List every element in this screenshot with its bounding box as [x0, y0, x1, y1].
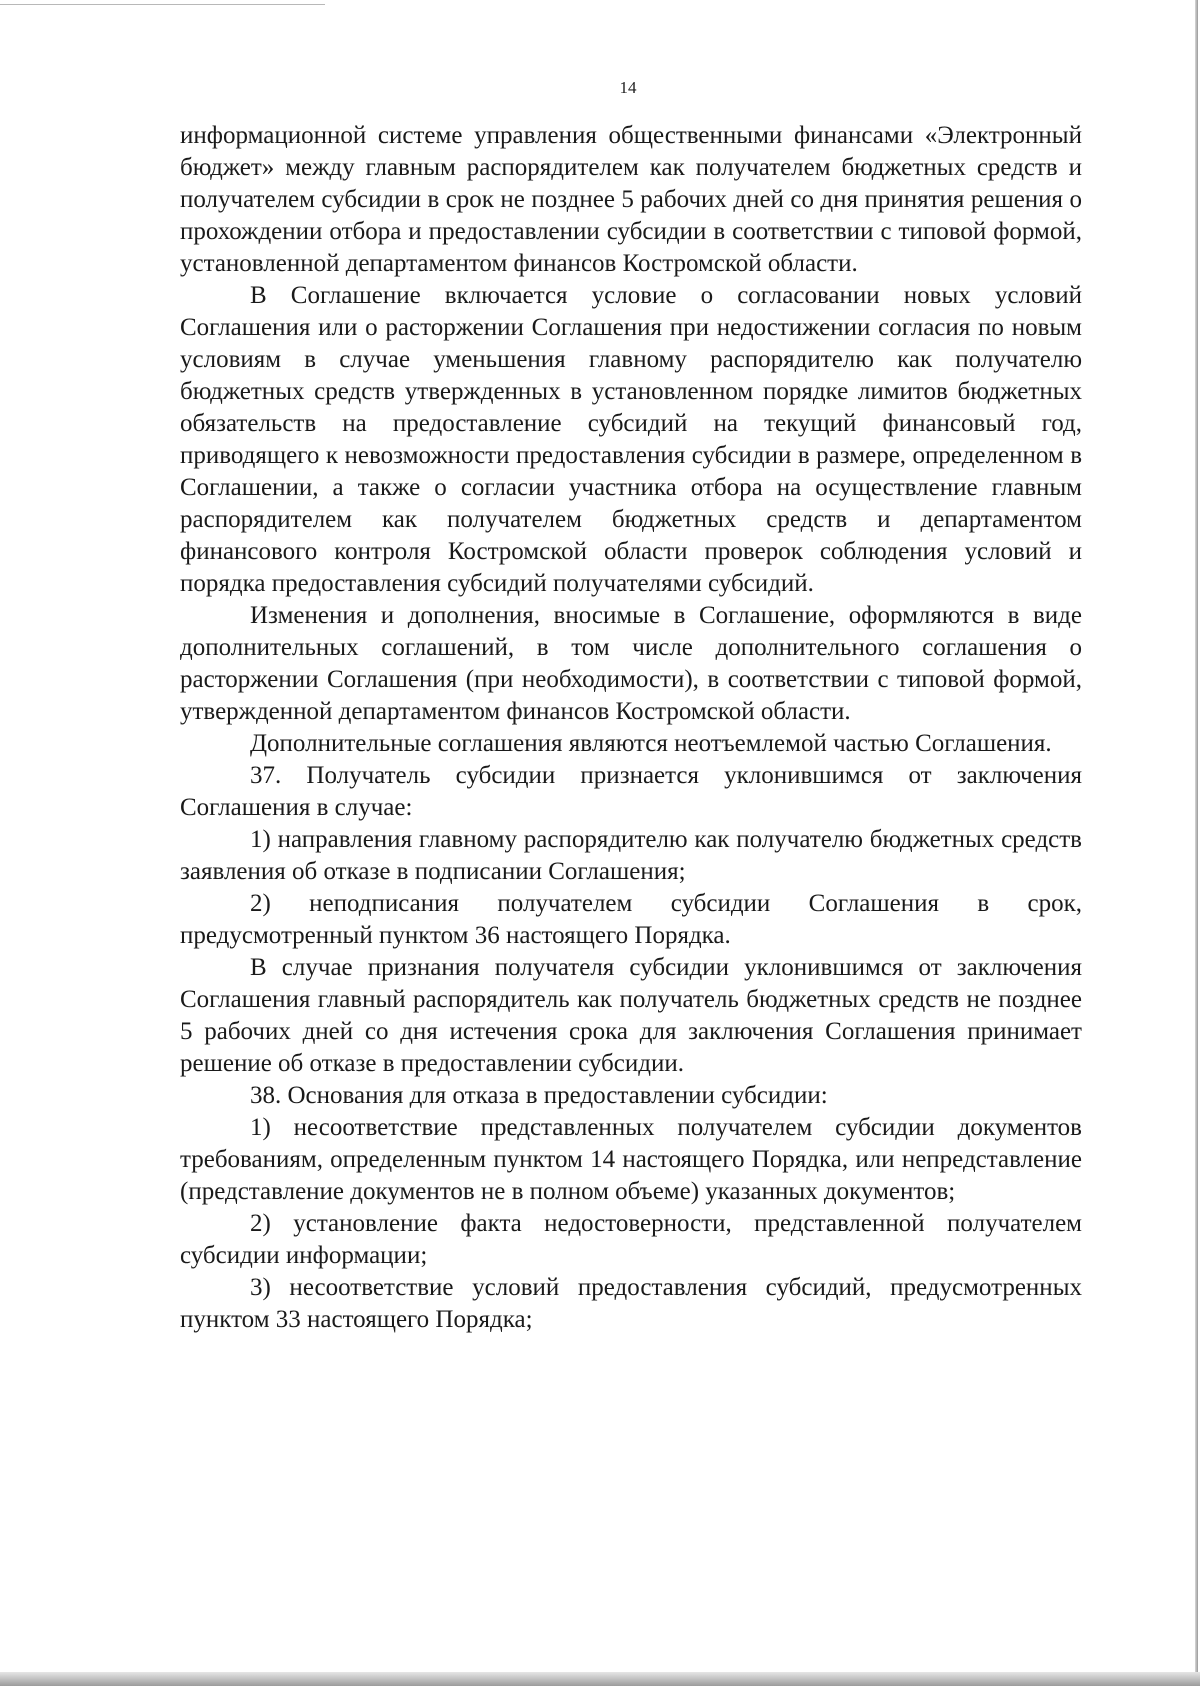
paragraph: В Соглашение включается условие о согласовании новых условий Соглашения или о расторжении Соглашения при недостижении согласия по новым условиям в случае уменьшения главному распорядителю как получателю бюджетных средств утвержденных в установленном порядке лимитов бюджетных обязательств на предоставление субсидий на текущий финансовый год, приводящего к невозможности предоставления субсидии в размере, определенном в Соглашении, а также о согласии участника отбора на осуществление главным распорядителем как получателем бюджетных средств и департаментом финансового контроля Костромской области проверок соблюдения условий и порядка предоставления субсидий получателями субсидий.: [180, 282, 1082, 597]
page-number: 14: [619, 78, 637, 97]
paragraph: информационной системе управления общественными финансами «Электронный бюджет» между главным распорядителем как получателем бюджетных средств и получателем субсидии в срок не позднее 5 рабочих дней со дня принятия решения о прохождении отбора и предоставлении субсидии в соответствии с типовой формой, установленной департаментом финансов Костромской области.: [180, 122, 1082, 277]
document-body: [180, 120, 1082, 1336]
scan-edge-top: [0, 4, 325, 5]
list-item: 1) несоответствие представленных получателем субсидии документов требованиям, определенным пунктом 14 настоящего Порядка, или непредставление (представление документов не в полном объеме) указанных документов;: [180, 1114, 1082, 1205]
paragraph: 37. Получатель субсидии признается уклонившимся от заключения Соглашения в случае:: [180, 762, 1082, 821]
scan-edge-right: [1195, 0, 1198, 1686]
paragraph: В случае признания получателя субсидии уклонившимся от заключения Соглашения главный распорядитель как получатель бюджетных средств не позднее 5 рабочих дней со дня истечения срока для заключения Соглашения принимает решение об отказе в предоставлении субсидии.: [180, 954, 1082, 1077]
scan-edge-bottom: [0, 1672, 1200, 1686]
paragraph: 38. Основания для отказа в предоставлении субсидии:: [250, 1082, 828, 1109]
list-item: 1) направления главному распорядителю как получателю бюджетных средств заявления об отказе в подписании Соглашения;: [180, 826, 1082, 885]
list-item: 2) неподписания получателем субсидии Соглашения в срок, предусмотренный пунктом 36 настоящего Порядка.: [180, 890, 1082, 949]
list-item: 3) несоответствие условий предоставления субсидий, предусмотренных пунктом 33 настоящего Порядка;: [180, 1274, 1082, 1333]
list-item: 2) установление факта недостоверности, представленной получателем субсидии информации;: [180, 1210, 1082, 1269]
paragraph: Дополнительные соглашения являются неотъемлемой частью Соглашения.: [250, 730, 1052, 757]
paragraph: Изменения и дополнения, вносимые в Соглашение, оформляются в виде дополнительных соглашений, в том числе дополнительного соглашения о расторжении Соглашения (при необходимости), в соответствии с типовой формой, утвержденной департаментом финансов Костромской области.: [180, 602, 1082, 725]
